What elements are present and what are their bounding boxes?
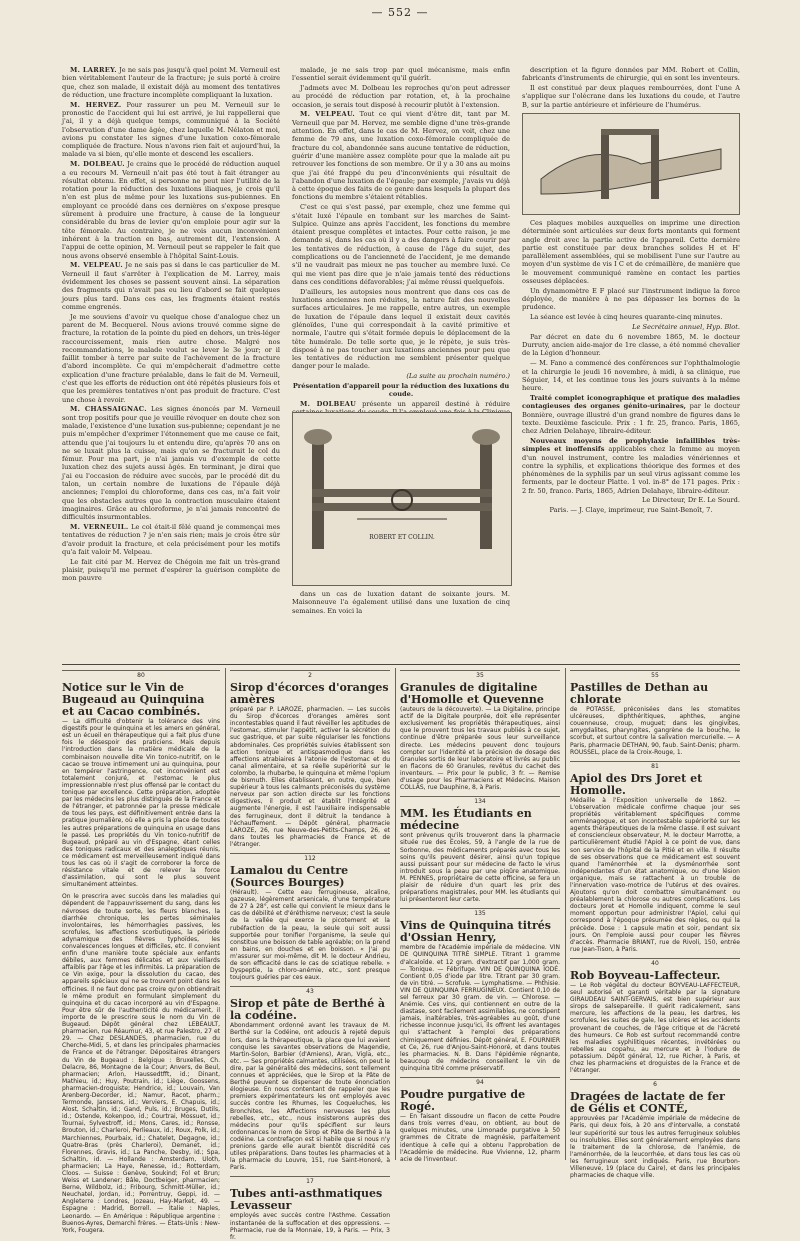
speaker-name: M. CHASSAIGNAC. bbox=[70, 405, 147, 414]
ad-text: Médaille à l'Exposition universelle de 1862. — L'observation médicale confirme chaque jour ses propriétés véritablement spécifiques comme emménagogue, et son incontestable supériorité sur les agents thérapeutiques de la même classe. Il est suivant et consciencieux observateur, M. le docteur Marrotte, a particulièrement étudié l'Apiol à ce point de vue, dans son service de l'hôpital de la Pitié et en ville. Il résulte de ses observations que ce médicament est souvent quand l'aménorrhée et la dysménorrhée sont indépendantes d'un état anatomique, ou d'une lésion organique, mais se rattachent à un trouble de l'innervation vaso-motrice de l'utérus et des ovaires. Ajoutons qu'on doit combattre simultanément ou préalablement la chlorose ou autres complications. Les docteurs Joret et Homolle indiquent, comme le seul moment opportun pour administrer l'Apiol, celui qui correspond à l'époque présumée des règles, ou qui la précède. Dose : 1 capsule matin et soir, pendant six jours. On l'emploie aussi pour couper les fièvres d'accès. Pharmacie BRIANT, rue de Rivoli, 150, entrée rue Jean-Tison, à Paris. bbox=[570, 796, 740, 953]
advertisement bbox=[230, 986, 390, 1171]
ad-title: Sirop et pâte de Berthé à la codéine. bbox=[230, 997, 386, 1023]
advertisement bbox=[62, 670, 220, 888]
advertisement bbox=[400, 796, 560, 903]
paragraph-text: (La suite au prochain numéro.) bbox=[406, 372, 510, 381]
paragraph-text: Les signes énoncés par M. Verneuil sont trop positifs pour que je veuille révoquer en doute chez son malade, l'existence d'une luxation sus-pubienne; cependant je ne puis m'empêcher d'exprimer l'étonnement que me cause ce fait, attendu que j'ai toujours lu et entendu dire, qu'après 70 ans on ne se luxait plus la cuisse, mais qu'on se fracturait le col du fémur. Pour ma part, je n'ai jamais vu d'exemple de cette luxation chez des sujets aussi âgés. En terminant, je dirai que j'ai eu l'occasion de réduire avec succès, par le procédé dit du talon, un certain nombre de luxations de l'épaule déjà anciennes; l'emploi du chloroforme, dans ces cas, m'a fait voir que les obstacles autres que la contraction musculaire étaient imaginaires. Grâce au chloroforme, je n'ai jamais rencontré de difficultés insurmontables. bbox=[62, 405, 280, 522]
ad-title: Sirop d'écorces d'oranges amères bbox=[230, 681, 389, 707]
paragraph-text: Je me souviens d'avoir vu quelque chose d'analogue chez un parent de M. Becquerel. Nous avions trouvé comme signe de fracture, la rotation de la pointe du pied en dehors, un très-léger raccourcissement, mais rien autre chose. Malgré nos recommandations, le malade voulut se lever le 3e jour; or il faillit tomber à terre par suite de l'achèvement de la fracture d'abord incomplète. Ce qui m'empêcherait d'admettre cette explication d'une fracture préalable, dans le fait de M. Verneuil, c'est que les efforts de réduction ont été répétés plusieurs fois et que les premières tentatives n'ont pas produit de fracture. C'est une chose à revoir. bbox=[62, 312, 280, 404]
paragraph bbox=[292, 110, 510, 201]
section-divider bbox=[62, 664, 740, 665]
ad-number: 135 bbox=[400, 908, 560, 917]
paragraph: description et la figure données par MM. Robert et Collin, fabricants d'instruments de chirurgie, qui en sont les inventeurs. bbox=[522, 66, 740, 83]
paragraph-text: présente un appareil destiné à réduire bbox=[362, 400, 510, 409]
paragraph-text: Tout ce qui vient d'être dit, tant par M. Verneuil que par M. Hervez, me semble digne d'une très-grande attention. En effet, dans le cas de M. Hervez, on voit, chez une femme de 79 ans, une luxation coxo-fémorale compliquée de fracture du col, abandonnée sans aucune tentative de réduction, guérir d'une manière assez complète pour que la malade ait pu retrouver les fonctions de son membre. Or il y a 30 ans au moins que j'ai été frappé du peu d'inconvénients qui résultait de l'abandon d'une luxation de l'épaule; par exemple, j'avais vu déjà à cette époque des faits de ce genre dans lesquels la plupart des fonctions du membre s'étaient rétablies. bbox=[292, 110, 510, 202]
paragraph-text: Je ne sais pas jusqu'à quel point M. Verneuil est bien véritablement l'auteur de la fracture; je suis porté à croire que, chez son malade, il existait déjà au moment des tentatives de réduction, une fracture incomplète compliquant la luxation. bbox=[62, 66, 280, 99]
advertisement bbox=[230, 670, 390, 848]
paragraph bbox=[62, 66, 280, 99]
ad-number: 134 bbox=[400, 796, 560, 805]
ad-text: (auteurs de la découverte). — La Digitaline, principe actif de la Digitale pourprée, doit elle représenter exclusivement les propriétés thérapeutiques, ainsi que le prouvent tous les travaux publiés à ce sujet, continue d'être préparée sous leur surveillance directe. Les médecins peuvent donc toujours compter sur l'identité et la précision de dosage des Granules sortis de leur laboratoire et livrés au public en flacons de 60 Granules, revêtus du cachet des inventeurs. — Prix pour le public, 3 fr. — Remise d'usage pour les Pharmaciens et Médecins. Maison COLLAS, rue Dauphine, 8, à Paris. bbox=[400, 706, 560, 792]
paragraph: Ces plaques mobiles auxquelles on imprime une direction déterminée sont articulées sur deux forts montants qui forment angle droit avec la partie active de l'appareil. Cette dernière partie est constituée par deux branches solides H et H' parallèlement assemblées, qui se mobilisent l'une sur l'autre au moyen d'un système de vis I C et de crémaillère, de manière que le mouvement communiqué ramène en contact les parties osseuses déplacées. bbox=[522, 218, 740, 286]
ad-text: membre de l'Académie impériale de médecine. VIN DE QUINQUINA TITRÉ SIMPLE. Titrant 1 gramme d'alcaloïde. et 12 gram. d'extractif par 1,000 gram. — Tonique. — Fébrifuge. VIN DE QUINQUINA IODÉ. Contient 0,05 d'iode par litre. Titrant par 30 gram. de vin titré. — Scrofule. — Lymphatisme. — Phthisie. VIN DE QUINQUINA FERRUGINEUX. Contient 0,10 de sel ferreux par 30 gram. de vin. — Chlorose. — Anémie. Ces vins, qui contiennent en outre de la diastase, sont facilement assimilables, ne constipent jamais, inaltérables, très-agréables au goût, d'une richesse inconnue jusqu'ici, ils offrent les avantages qui s'attachent à l'emploi des préparations chimiquement définies. Dépôt général, E. FOURNIER et Ce, 26, rue d'Anjou-Saint-Honoré, et dans toutes les pharmacies. N. B. Dans l'épidémie régnante, beaucoup de médecins conseillent le vin de quinquina titré comme préservatif. bbox=[400, 944, 560, 1072]
advertisement bbox=[230, 853, 390, 981]
advertisement bbox=[570, 958, 740, 1074]
ad-title: Tubes anti-asthmatiques Levasseur bbox=[230, 1187, 383, 1213]
ad-text: de POTASSE, préconisées dans les stomatites ulcéreuses, diphthéritiques, aphthes, angine couenneuse, croup, muguet; dans les gingivites, amygdalites, pharyngites, gangrène de la bouche, le scorbut, et surtout contre la salivation mercurielle. — A Paris, pharmacie DETHAN, 90, faub. Saint-Denis; pharm. ROUSSEL, place de la Croix-Rouge, 1. bbox=[570, 706, 740, 756]
paragraph: Il est constitué par deux plaques rembourrées, dont l'une A s'applique sur l'olécrane dans les luxations du coude, et l'autre B, sur la partie antérieure et inférieure de l'humérus. bbox=[522, 84, 740, 109]
ad-number: 94 bbox=[400, 1077, 560, 1086]
ad-number: 35 bbox=[400, 670, 560, 679]
speaker-name: M. DOLBEAU bbox=[300, 400, 357, 409]
ad-number: 17 bbox=[230, 1176, 390, 1185]
paragraph: Par décret en date du 6 novembre 1865, M. le docteur Durruty, ancien aide-major de 1re classe, a été nommé chevalier de la Légion d'honneur. bbox=[522, 332, 740, 358]
ad-number: 2 bbox=[230, 670, 390, 679]
ad-column-2 bbox=[230, 668, 390, 1241]
advertisement bbox=[570, 670, 740, 756]
paragraph-text: Je crains que le procédé de réduction auquel a eu recours M. Verneuil n'ait pas été tout à fait étranger au résultat obtenu. En effet, si personne ne peut nier l'utilité de la rotation pour la réduction des luxations iliaques, je crois qu'il n'en est plus de même pour les luxations sus-pubiennes. En employant ce procédé dans ces dernières on s'expose presque sûrement à produire une fracture, à cause de la longueur considérable du bras de levier qu'on emploie pour agir sur la tête fémorale. Au contraire, je ne vois aucun inconvénient inhérent à la traction en bas, autrement dit, l'extension. A l'appui de cette opinion, M. Verneuil peut se rappeler le fait que nous avons observé ensemble à l'hôpital Saint-Louis. bbox=[62, 160, 280, 260]
advertisement bbox=[570, 1079, 740, 1179]
ad-text: approuvées par l'Académie impériale de médecine de Paris, qui deux fois, à 20 ans d'intervalle, a constaté leur supériorité sur tous les autres ferrugineux solubles ou insolubles. Elles sont généralement employées dans le traitement de la chlorose, de l'anémie, de l'aménorrhée, de la leucorrhée, et dans tous les cas où les ferrugineux sont indiqués. Paris, rue Bourbon-Villeneuve, 19 (place du Caire), et dans les principales pharmacies de chaque ville. bbox=[570, 1115, 740, 1180]
ad-number: 40 bbox=[570, 958, 740, 967]
ad-title: Granules de digitaline d'Homolle et Quevenne bbox=[400, 681, 544, 707]
ad-title: Lamalou du Centre (Sources Bourges) bbox=[230, 864, 349, 890]
ad-number: 112 bbox=[230, 853, 390, 862]
ad-title: Pastilles de Dethan au chlorate bbox=[570, 681, 709, 707]
paragraph: La séance est levée à cinq heures quarante-cinq minutes. bbox=[530, 313, 723, 322]
book-notice bbox=[522, 437, 740, 495]
ad-text: On le prescrira avec succès dans les maladies qui dépendent de l'appauvrissement du sang, dans les névroses de toute sorte, les fleurs blanches, la diarrhée chronique, les pertes séminales involontaires, les hémorrhagies passives, les scrofules, les affections scorbutiques, la période adynamique des fièvres typhoïdes, les convalescences longues et difficiles, etc. Il convient enfin d'une manière toute spéciale aux enfants débiles, aux femmes délicates et aux vieillards affaiblis par l'âge et les infirmités. La préparation de ce Vin exige, pour la dissolution du cacao, des appareils spéciaux qui ne se trouvent point dans les officines. Il ne faut donc pas croire qu'on obtiendrait le même produit en formulant simplement du quinquina et du cacao incorporé au vin d'Espagne. Pour être sûr de l'authenticité du médicament, il importe de le prescrire sous le nom du Vin de Bugeaud. Dépôt général chez LEBEAULT, pharmacien, rue Réaumur, 43, et rue Palestro, 27 et 29. — Chez DESLANDES, pharmacien, rue du Cherche-Midi, 5, et dans les principales pharmacies de France et de l'étranger. Dépositaires étrangers du Vin de Bugeaud : Belgique : Bruxelles, Ch. Delacre, 86, Montagne de la Cour; Anvers, de Beul, pharmacien; Arlon, Haussedtfft, id.; Dinant, Mathieu, id.; Huy, Poutrain, id.; Liège, Goossens, pharmacien-droguiste; Hendrice, id.; Louvain, Van Arenberg-Decorder, id.; Namur, Racot, pharm.; Termonde, Janssens, id.; Verviers, E. Chapuis, id.; Alost, Schaltin, id.; Gand, Puls, id.; Bruges, Dutils, id.; Ostende, Kokenpoo, id.; Courtrai, Mossuet, id.; Tournai, Sylvestroff, id.; Mons, Cares, id.; Ronsse, Brouton, id.; Charleroi, Perlieaux, id.; Roux, Polk, id.; Marchiennes, Pourbaix, id.; Chatelet, Degagne, id.; Quatre-Bras (près Charleroi), Demanet, id.; Florennes, Gravis, id.; La Panche, Desby, id.; Spa, Schaltin, id. — Hollande : Amsterdam, Uloth, pharmacien; La Haye, Renesse, id.; Rotterdam, Cloos. — Suisse : Genève, Soukind; Fol et Brun; Weiss et Landener; Bâle, Doctbeiger, pharmacien; Berne, Wildbolz, id.; Fribourg, Schmitt-Müller, id.; Neuchatel, Jordan, id.; Porrentruy, Geppi, id. — Angleterre : Londres, Jozeau, Hay-Market, 49. — Espagne : Madrid, Borrell. — Italie : Naples, Leonardo. — En Amérique : République argentine : Buenos-Ayres, Demarchi frères. — États-Unis : New-York, Fougera. bbox=[62, 893, 220, 1234]
ad-text: (Hérault). — Cette eau ferrugineuse, alcaline, gazeuse, légèrement arsenicale, d'une température de 27 à 28°, est celle qui convient le mieux dans le cas de débilité et d'éréthisme nerveux; c'est la seule de la vallée qui exerce le picotement et la rubéfaction de la peau, la seule qui soit aussi supportée pour tonifier l'organisme, la seule qui constitue une boisson de table agréable; on la prend en bains, en douches et en boisson. « J'ai pu m'assurer sur moi-même, dit M. le docteur Andrieu, de son efficacité dans le cas de sciatique rebelle. » Dyspeptie, la chloro-anémie, etc., sont presque toujours guéries par ces eaux. bbox=[230, 889, 390, 982]
advertisement bbox=[400, 670, 560, 791]
paragraph: Un dynamomètre E F placé sur l'instrument indique la force déployée, de manière à ne pas dépasser les bornes de la prudence. bbox=[522, 286, 740, 312]
ad-number: 80 bbox=[62, 670, 220, 679]
ad-title: Dragées de lactate de fer de Gélis et CONTÉ, bbox=[570, 1090, 725, 1116]
elbow-reduction-apparatus-figure bbox=[292, 412, 512, 586]
ad-number: 81 bbox=[570, 761, 740, 770]
paragraph bbox=[62, 405, 280, 521]
speaker-name: M. LARREY. bbox=[70, 66, 117, 74]
paragraph bbox=[62, 160, 280, 260]
ad-number: 6 bbox=[570, 1079, 740, 1088]
ad-text: — La difficulté d'obtenir la tolérance des vins digestifs pour le quinquina et les amers en général, est un écueil en thérapeutique qui a fait plus d'une fois le désespoir des praticiens. Mais depuis l'introduction dans la matière médicale de la combinaison nouvelle dite Vin tonico-nutritif, on le cacao se trouve intimement uni au quinquina, pour en tempérer l'astringence, cet inconvénient est totalement conjuré, et l'estomac le plus impressionnable n'est plus offensé par le contact du tonique par excellence. Cette préparation, adoptée par les médecins les plus distingués de la France et de l'étranger, et patronnée par la presse médicale de tous les pays, est définitivement entrée dans la pratique journalière, où elle a pris la place de toutes les autres préparations de quinquina en usage dans le passé. Les propriétés du Vin tonico-nutritif de Bugeaud, préparé au vin d'Espagne, étant celles des toniques radicaux et des analeptiques réunis, ce médicament est merveilleusement indiqué dans tous les cas où il s'agit de corroborer la force de résistance vitale et de relever la force d'assimilation, qui sont le plus souvent simultanément atteintes. bbox=[62, 718, 220, 889]
paragraph bbox=[292, 84, 510, 109]
paragraph bbox=[292, 288, 510, 371]
paragraph-text: Pour rassurer un peu M. Verneuil sur le pronostic de l'accident qui lui est arrivé, je lui rappellerai que j'ai, il y a déjà quelque temps, communiqué à la Société l'observation d'une dame âgée, chez laquelle M. Nélaton et moi, avions pu constater les signes d'une luxation coxo-fémorale compliquée de fracture. Nous n'avons rien fait et aujourd'hui, la malade va si bien, qu'elle monte et descend les escaliers. bbox=[62, 100, 280, 159]
signature: Le Secrétaire annuel, Hyp. Blot. bbox=[632, 323, 740, 332]
arm-apparatus-figure bbox=[522, 113, 740, 215]
advertisement bbox=[400, 1077, 560, 1163]
paragraph bbox=[62, 313, 280, 404]
ad-column-3 bbox=[400, 668, 560, 1163]
ad-title: Notice sur le Vin de Bugeaud au Quinquina et au Cacao combinés. bbox=[62, 681, 205, 719]
paragraph-text: D'ailleurs, les autopsies nous montrent que dans ces cas de luxations anciennes non réduites, la nature fait des nouvelles surfaces articulaires. Je me rappelle, entre autres, un exemple de luxation de l'épaule dans lequel il existait deux cavités glénoïdes, l'une qui correspondait à la cavité primitive et normale, l'autre qui s'était formée depuis le déplacement de la tête humérale. De telle sorte que, je le répète, je suis très-disposé à ne pas toucher aux luxations anciennes pour peu que les tentatives de réduction me semblent présenter quelque danger pour le malade. bbox=[292, 287, 510, 371]
paragraph bbox=[292, 382, 510, 399]
ad-text: sont prévenus qu'ils trouveront dans la pharmacie située rue des Écoles, 59, à l'angle de la rue de Sorbonne, des médicaments préparés avec tous les soins qu'ils peuvent désirer, ainsi qu'un topique aussi puissant pour sur médecine de facto le virus introduit sous la peau par une piqûre anatomique. M. PENNES, propriétaire de cette officine, se fera un plaisir de réduire d'un quart les prix des préparations magistrales, pour MM. les étudiants qui lui présenteront leur carte. bbox=[400, 832, 560, 904]
column-2 bbox=[292, 66, 510, 409]
book-title: Traité complet iconographique et pratique des maladies contagieuses des organes génito-urinaires, bbox=[522, 393, 740, 411]
paragraph-text: Le col était-il fêlé quand je commençai mes tentatives de réduction ? je n'en sais rien; mais je crois être sûr d'avoir produit la fracture, et cela précisément pour les motifs qu'a fait valoir M. Velpeau. bbox=[62, 523, 280, 556]
ad-text: — En faisant dissoudre un flacon de cette Poudre dans trois verres d'eau, on obtient, au bout de quelques minutes, une Limonade purgative à 50 grammes de Citrate de magnésie, parfaitement identique à celle qui a obtenu l'approbation de l'Académie de médecine. Rue Vivienne, 12, pharm acie de l'inventeur. bbox=[400, 1113, 560, 1163]
book-text: par le docteur Bonnière, ouvrage illustré d'un grand nombre de figures dans le texte. Deuxième fascicule. Prix : 1 fr. 25, franco. Paris, 1865, chez Adrien Delahaye, libraire-éditeur. bbox=[522, 402, 740, 436]
paragraph-text: Le fait cité par M. Hervez de Chégoin me fait un très-grand plaisir, puisqu'il me permet d'espérer la guérison complète de mon pauvre bbox=[62, 557, 280, 583]
ad-number: 43 bbox=[230, 986, 390, 995]
advertisement bbox=[570, 761, 740, 953]
column-1 bbox=[62, 66, 280, 660]
ad-title: Vins de Quinquina titrés d'Ossian Henry, bbox=[400, 919, 551, 945]
director: Le Directeur, Dr E. Le Sourd. bbox=[641, 496, 740, 505]
speaker-name: M. VELPEAU. bbox=[70, 261, 123, 270]
printer-line: Paris. — J. Claye, imprimeur, rue Saint-Benoît, 7. bbox=[549, 506, 713, 515]
ad-text: préparé par P. LAROZE, pharmacien. — Les succès du Sirop d'écorces d'oranges amères sont incontestables quand il faut réveiller les aptitudes de l'estomac, stimuler l'appétit, activer la sécrétion du suc gastrique, et par suite régulariser les fonctions abdominales. Ces propriétés suivies établissent son action tonique et antispasmodique dans les affections atrabiaires à l'atonie de l'estomac et du canal alimentaire, et sa réelle supériorité sur le colombo, la rhubarbe, le quinquina et même l'opium de bismuth. Elles établissent, en outre, que, bien supérieur à tous les calmants préconisés du système nerveux par son action directe sur les fonctions digestives, il produit et établit l'intégrité et augmente l'énergie, il est l'auxiliaire indispensable des ferrugineux, dont il détruit la tendance à l'échauffement. — Dépôt général, pharmacie LAROZE, 26, rue Neuve-des-Petits-Champs, 26, et dans toutes les pharmacies de France et de l'étranger. bbox=[230, 706, 390, 848]
paragraph bbox=[62, 523, 280, 556]
book-notice bbox=[522, 394, 740, 435]
ad-title: Apiol des Drs Joret et Homolle. bbox=[570, 771, 703, 797]
apparatus-illustration-icon bbox=[297, 419, 507, 579]
paragraph-text: C'est ce qui s'est passé, par exemple, chez une femme qui s'était luxé l'épaule en tombant sur les marches de Saint-Sulpice. Quinze ans après l'accident, les fonctions du membre étaient presque complètes et intactes. Pour cette raison, je me demande si, dans les cas où il y a des dangers à faire courir par les tentatives de réduction, à cause de l'âge du sujet, des complications ou de l'ancienneté de l'accident, je me demande s'il ne vaudrait pas mieux ne pas toucher au membre luxé. Ce qui me vient pas dire que je n'aie jamais tenté des réductions dans ces conditions défavorables; j'ai même réussi quelquefois. bbox=[292, 203, 510, 286]
paragraph: — M. Fano a commencé des conférences sur l'ophthalmologie et la chirurgie le jeudi 16 novembre, à midi, à sa clinique, rue Séguier, 14, et les continue tous les jours suivants à la même heure. bbox=[522, 359, 740, 393]
speaker-name: M. VELPEAU. bbox=[300, 110, 355, 119]
paragraph bbox=[62, 261, 280, 311]
speaker-name: M. HERVEZ. bbox=[70, 100, 122, 109]
ad-text: — Le Rob végétal du docteur BOYVEAU-LAFFECTEUR, seul autorisé et garanti véritable par la signature GIRAUDEAU SAINT-GERVAIS, est bien supérieur aux sirops de salsepareille. Il guérit radicalement, sans mercure, les affections de la peau, les dartres, les scrofules, les suites de gale, les ulcères et les accidents provenant de couches, de l'âge critique et de l'âcreté des humeurs. Ce Rob est surtout recommandé contre les maladies syphilitiques récentes, invétérées ou rebelles au copahu, au mercure et à l'iodure de potassium. Dépôt général, 12, rue Richer, à Paris, et chez les pharmaciens et droguistes de la France et de l'étranger. bbox=[570, 982, 740, 1075]
ad-column-1 bbox=[62, 668, 220, 1234]
ad-text: employés avec succès contre l'Asthme. Cessation instantanée de la suffocation et des oppressions. — Pharmacie, rue de la Monnaie, 19, à Paris. — Prix, 3 fr. bbox=[230, 1212, 390, 1241]
speaker-name: M. DOLBEAU. bbox=[70, 160, 125, 169]
paragraph bbox=[62, 558, 280, 583]
paragraph bbox=[292, 66, 510, 83]
column-2-bottom bbox=[292, 590, 510, 615]
paragraph bbox=[292, 203, 510, 286]
paragraph-text: Je ne sais pas si dans le cas particulier de M. Verneuil il faut s'arrêter à l'explication de M. Larrey, mais évidemment les choses se passent souvent ainsi. La séparation des fragments qui n'avait pas eu lieu d'abord se fait quelques jours plus tard. Dans ces cas, les fragments étaient restés comme engrenés. bbox=[62, 261, 280, 311]
ad-title: MM. les Étudiants en médecine bbox=[400, 807, 532, 833]
paragraph-text: malade, je ne sais trop par quel mécanisme, mais enfin l'essentiel serait évidemment qu'il guérît. bbox=[292, 66, 510, 83]
paragraph: dans un cas de luxation datant de soixante jours. M. Maisonneuve l'a également utilisé dans une luxation de cinq semaines. En voici la bbox=[292, 590, 510, 615]
speaker-name: M. VERNEUIL. bbox=[70, 523, 129, 532]
advertisement bbox=[230, 1176, 390, 1240]
page-number: — 552 — bbox=[371, 6, 429, 19]
column-3 bbox=[522, 66, 740, 660]
advertisement bbox=[62, 893, 220, 1234]
figure-caption: ROBERT ET COLLIN. bbox=[369, 534, 435, 541]
paragraph-text: J'admets avec M. Dolbeau les reproches qu'on peut adresser au procédé de réduction par rotation, et, à la prochaine occasion, je serais tout disposé à recourir plutôt à l'extension. bbox=[292, 84, 510, 109]
advertisement bbox=[400, 908, 560, 1072]
ad-column-4 bbox=[570, 668, 740, 1180]
book-text: applicables chez la femme au moyen d'un nouvel instrument, contre les maladies vénériennes et contre la syphilis, et explications théorique des formes et des phénomènes de la syphilis par un seul virus agissant comme les ferments, par le docteur Platte. 1 vol. in-8° de 171 pages. Prix : 2 fr. 50, franco. Paris, 1865, Adrien Delahaye, libraire-éditeur. bbox=[522, 445, 740, 495]
book-title: Nouveaux moyens de prophylaxie infaillibles très-simples et inoffensifs bbox=[522, 436, 740, 454]
ad-title: Rob Boyveau-Laffecteur. bbox=[570, 969, 721, 982]
paragraph bbox=[292, 372, 510, 380]
paragraph bbox=[62, 101, 280, 159]
ad-number: 55 bbox=[570, 670, 740, 679]
arm-illustration-icon bbox=[531, 119, 731, 209]
ad-text: Abondamment ordonné avant les travaux de M. Berthé sur la Codéine, ont adoucis à rejeté depuis lors, dans la thérapeutique, la place que lui avaient conquise les savantes observations de Magendie, Martin-Solon, Barbier (d'Amiens), Aran, Vigla, etc., etc. — Ses propriétés calmantes, utilisées, on peut le dire, par la généralité des médecins, sont tellement connues et appréciées, que le Sirop et la Pâte de Berthé peuvent se dispenser de toute énonciation élogieuse. En nous contentant de rappeler que les premiers expérimentateurs les ont employés avec succès contre les Rhumes, les Coqueluches, les Bronchites, les Affections nerveuses les plus rebelles, etc., etc., nous insisterons auprès des médecins pour qu'ils spécifient sur leurs ordonnances le nom de Sirop et Pâte de Berthé à la codéine. La contrefaçon est si habile que si nous n'y prenions garde elle aurait bientôt discrédité ces utiles préparations. Dans toutes les pharmacies et à la pharmacie du Louvre, 151, rue Saint-Honoré, à Paris. bbox=[230, 1022, 390, 1172]
paragraph-text: Présentation d'appareil pour la réduction des luxations du coude. bbox=[292, 381, 510, 399]
ad-title: Poudre purgative de Rogé. bbox=[400, 1088, 526, 1114]
